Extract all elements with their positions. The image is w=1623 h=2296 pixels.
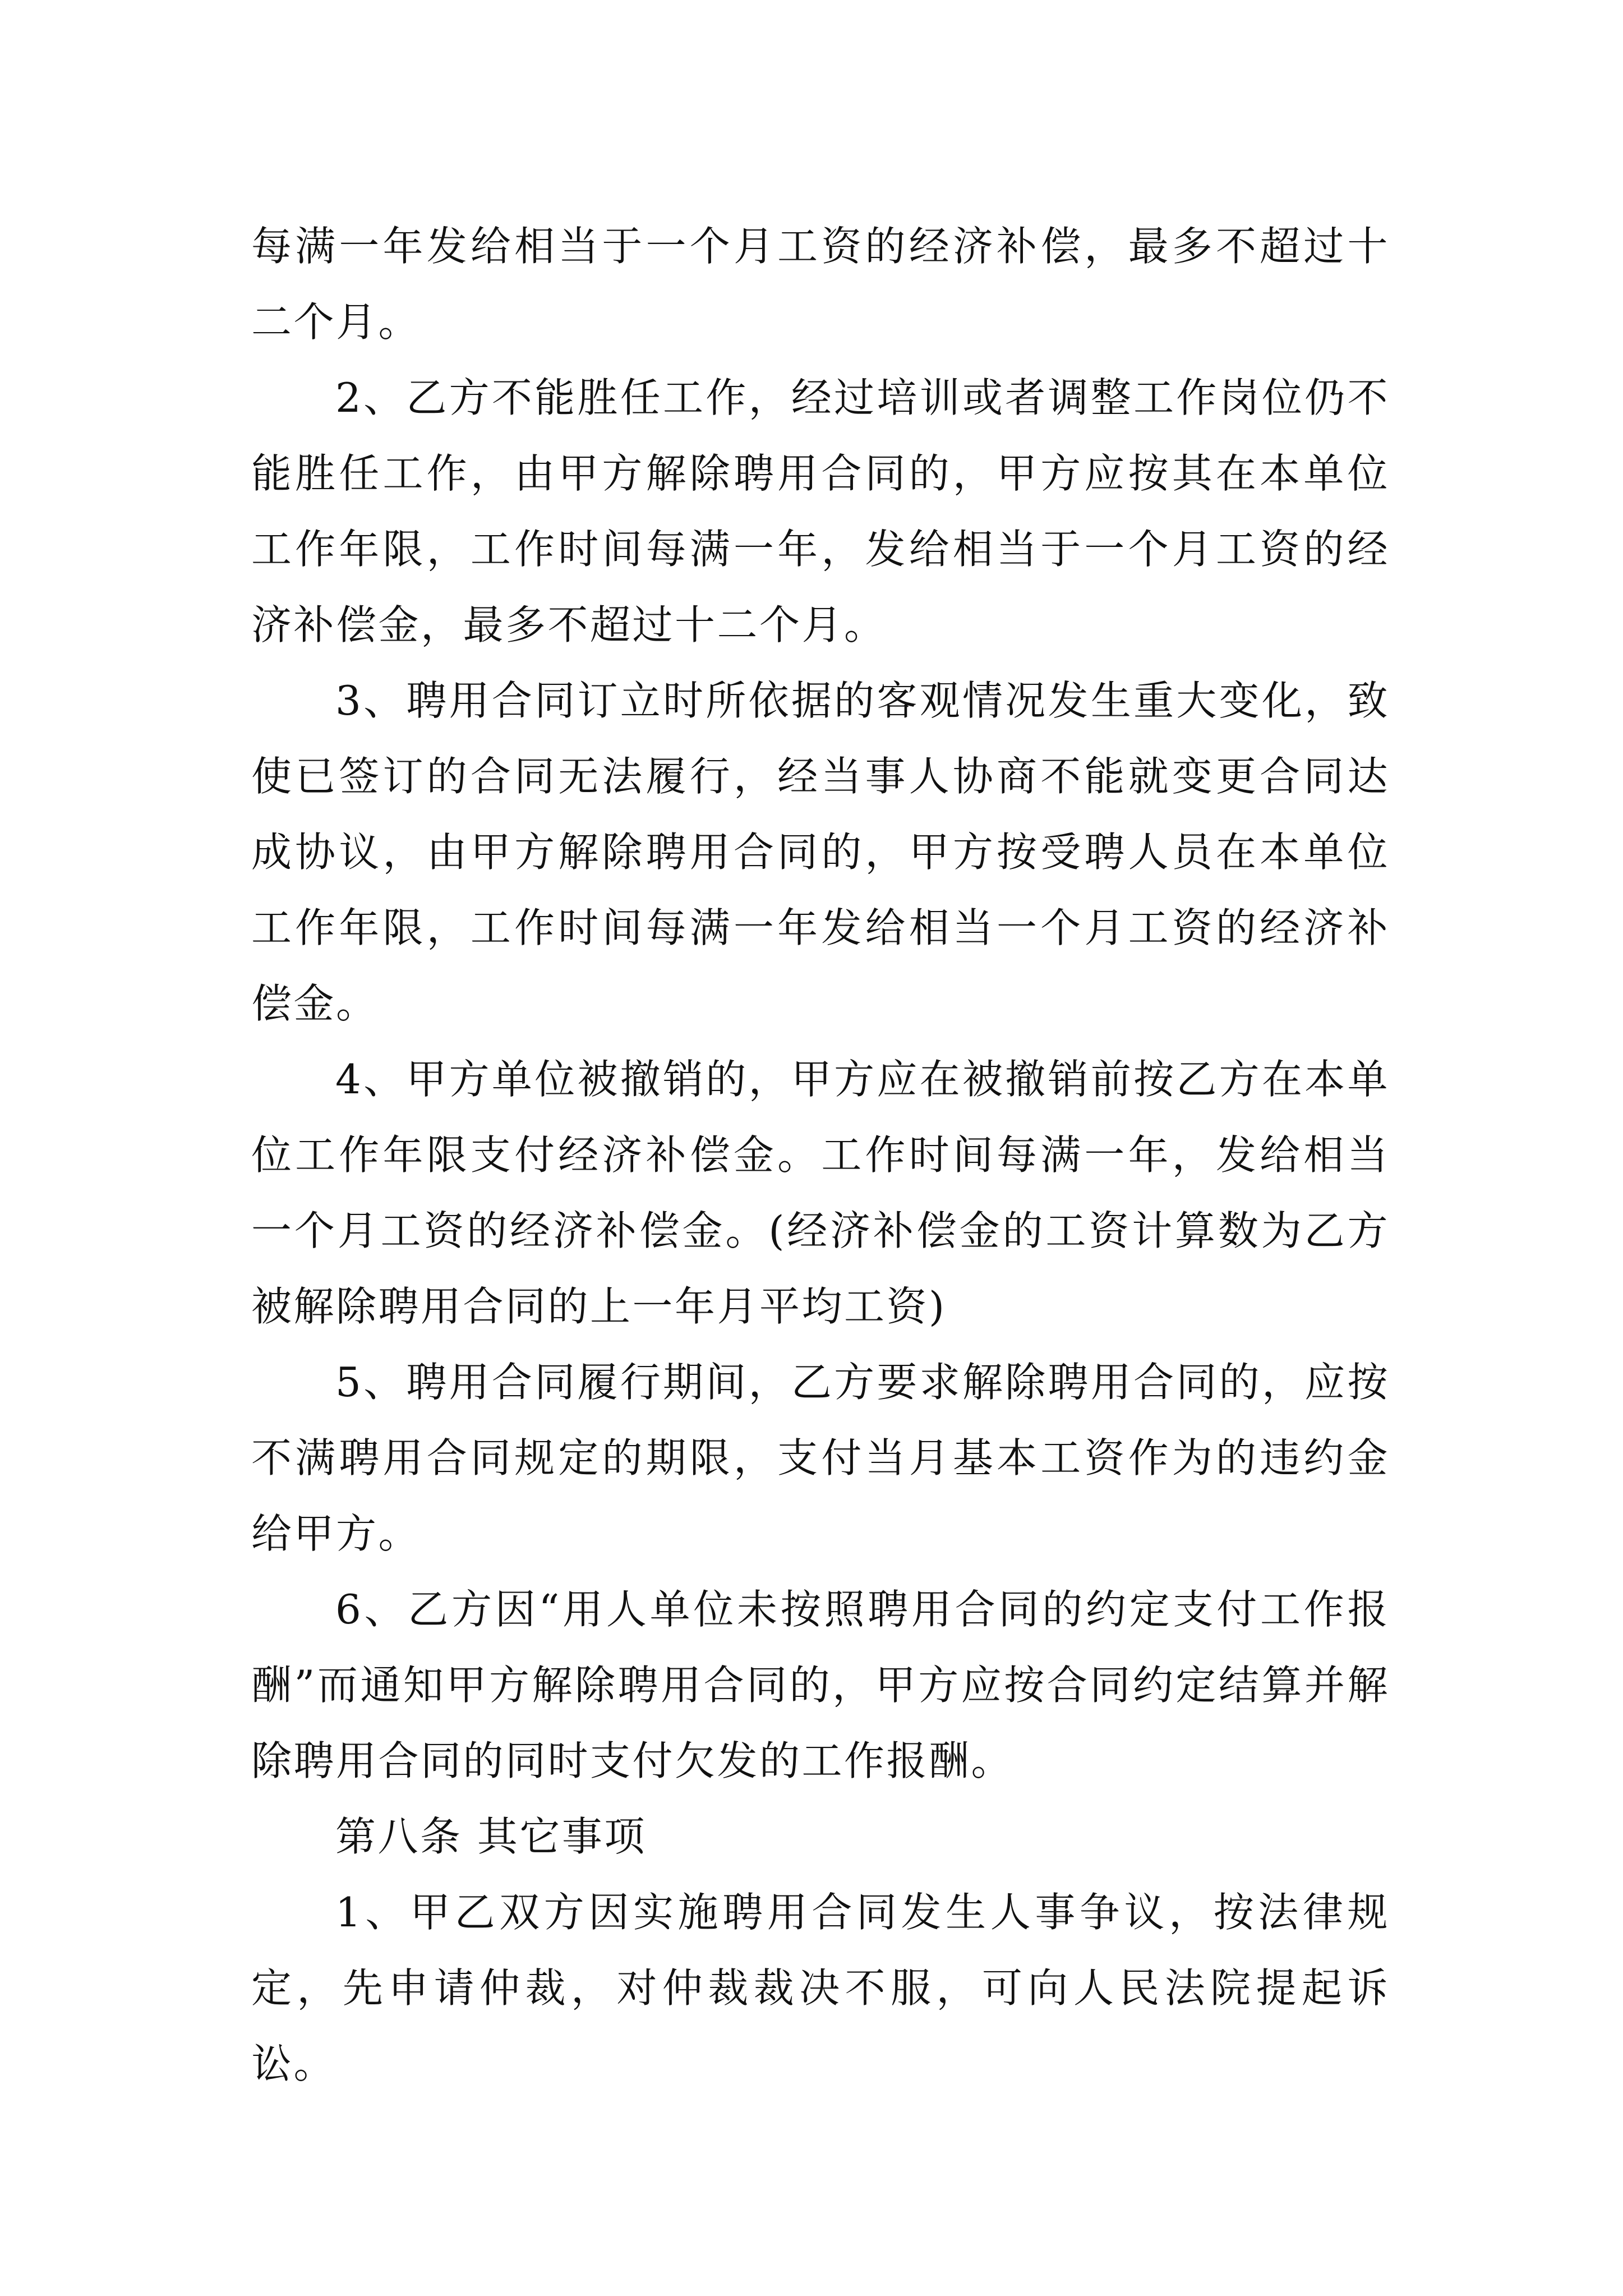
paragraph-clause-4: 4、甲方单位被撤销的，甲方应在被撤销前按乙方在本单位工作年限支付经济补偿金。工作时间每满一年，发给相当一个月工资的经济补偿金。(经济补偿金的工资计算数为乙方被解除聘用合同的上一年月平均工资) xyxy=(251,1056,1390,1330)
section-heading-article-8: 第八条 其它事项 xyxy=(335,1813,647,1860)
paragraph-clause-2: 2、乙方不能胜任工作，经过培训或者调整工作岗位仍不能胜任工作，由甲方解除聘用合同的，甲方应按其在本单位工作年限，工作时间每满一年，发给相当于一个月工资的经济补偿金，最多不超过十二个月。 xyxy=(251,374,1390,648)
paragraph-clause-6: 6、乙方因“用人单位未按照聘用合同的约定支付工作报酬”而通知甲方解除聘用合同的，甲方应按合同约定结算并解除聘用合同的同时支付欠发的工作报酬。 xyxy=(251,1586,1390,1784)
paragraph-clause-5: 5、聘用合同履行期间，乙方要求解除聘用合同的，应按不满聘用合同规定的期限，支付当月基本工资作为的违约金给甲方。 xyxy=(251,1359,1390,1557)
paragraph-continuation: 每满一年发给相当于一个月工资的经济补偿，最多不超过十二个月。 xyxy=(251,223,1390,346)
paragraph-clause-3: 3、聘用合同订立时所依据的客观情况发生重大变化，致使已签订的合同无法履行，经当事人协商不能就变更合同达成协议，由甲方解除聘用合同的，甲方按受聘人员在本单位工作年限，工作时间每满一年发给相当一个月工资的经济补偿金。 xyxy=(251,677,1390,1027)
document-body xyxy=(251,209,1390,2102)
paragraph-article-8-clause-1: 1、甲乙双方因实施聘用合同发生人事争议，按法律规定，先申请仲裁，对仲裁裁决不服，可向人民法院提起诉讼。 xyxy=(251,1889,1390,2087)
